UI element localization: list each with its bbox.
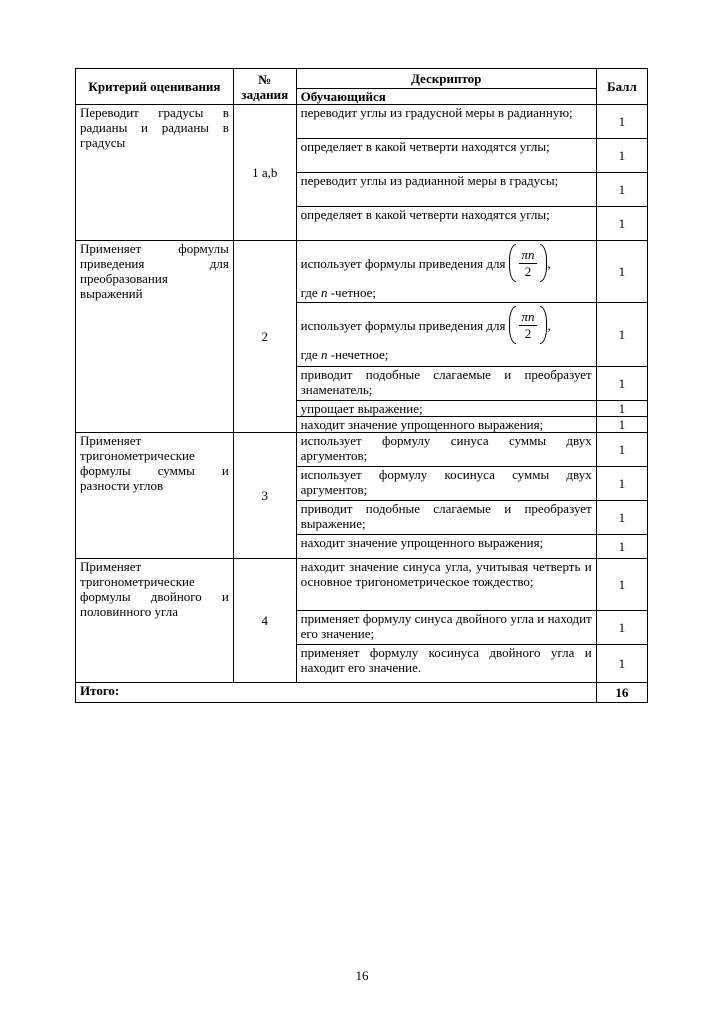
header-score: Балл	[596, 69, 647, 105]
descriptor-cell: приводит подобные слагаемые и преобразует знаменатель;	[296, 367, 596, 401]
right-paren-icon	[540, 306, 547, 344]
score-cell: 1	[596, 367, 647, 401]
descriptor-cell: находит значение синуса угла, учитывая четверть и основное тригонометрическое тождество;	[296, 559, 596, 611]
criterion-cell: Применяет формулы приведения для преобразования выражений	[76, 241, 234, 433]
score-cell: 1	[596, 417, 647, 433]
header-task-word: задания	[241, 86, 289, 102]
descriptor-cell: использует формулу косинуса суммы двух аргументов;	[296, 467, 596, 501]
score-cell: 1	[596, 241, 647, 303]
header-descriptor: Дескриптор	[296, 69, 596, 89]
score-cell: 1	[596, 433, 647, 467]
score-cell: 1	[596, 303, 647, 367]
descriptor-cell: переводит углы из радианной меры в градусы;	[296, 173, 596, 207]
fraction-numerator: πn	[521, 246, 535, 262]
header-pupil: Обучающийся	[296, 89, 596, 105]
descriptor-cell: находит значение упрощенного выражения;	[296, 417, 596, 433]
page-number: 16	[355, 968, 369, 983]
header-task-number	[233, 69, 296, 105]
task-number-cell: 4	[233, 559, 296, 683]
fraction-numerator: πn	[521, 308, 535, 324]
score-cell: 1	[596, 207, 647, 241]
total-label: Итого:	[76, 683, 597, 703]
score-cell: 1	[596, 611, 647, 645]
descriptor-cell: применяет формулу косинуса двойного угла и находит его значение.	[296, 645, 596, 683]
score-cell: 1	[596, 467, 647, 501]
task-number-cell: 3	[233, 433, 296, 559]
total-score: 16	[596, 683, 647, 703]
rubric-table	[75, 68, 648, 703]
score-cell: 1	[596, 645, 647, 683]
criterion-cell: Переводит градусы в радианы и радианы в градусы	[76, 105, 234, 241]
formula-prefix: использует формулы приведения для	[300, 255, 506, 271]
right-paren-icon	[540, 244, 547, 282]
formula-prefix: использует формулы приведения для	[300, 317, 506, 333]
descriptor-cell: применяет формулу синуса двойного угла и находит его значение;	[296, 611, 596, 645]
score-cell: 1	[596, 559, 647, 611]
left-paren-icon	[509, 306, 516, 344]
task-number-cell: 1 a,b	[233, 105, 296, 241]
score-cell: 1	[596, 401, 647, 417]
header-criterion: Критерий оценивания	[76, 69, 234, 105]
fraction-denominator: 2	[524, 263, 532, 279]
fraction-pi-n-over-2	[509, 244, 546, 282]
score-cell: 1	[596, 535, 647, 559]
criterion-cell: Применяет тригонометрические формулы двойного и половинного угла	[76, 559, 234, 683]
header-task-symbol: №	[258, 71, 272, 87]
descriptor-cell: определяет в какой четверти находятся углы;	[296, 207, 596, 241]
formula-condition: где n -нечетное;	[300, 347, 389, 362]
fraction-denominator: 2	[524, 325, 532, 341]
task-number-cell: 2	[233, 241, 296, 433]
score-cell: 1	[596, 501, 647, 535]
descriptor-cell: определяет в какой четверти находятся углы;	[296, 139, 596, 173]
left-paren-icon	[509, 244, 516, 282]
fraction-pi-n-over-2	[509, 306, 546, 344]
score-cell: 1	[596, 173, 647, 207]
descriptor-cell: переводит углы из градусной меры в радианную;	[296, 105, 596, 139]
descriptor-cell: упрощает выражение;	[296, 401, 596, 417]
formula-line: использует формулы приведения для $\frac{\pi n}{2}$ ,	[301, 241, 592, 285]
criterion-cell: Применяет тригонометрические формулы суммы и разности углов	[76, 433, 234, 559]
descriptor-cell: использует формулу синуса суммы двух аргументов;	[296, 433, 596, 467]
descriptor-cell: находит значение упрощенного выражения;	[296, 535, 596, 559]
formula-line: использует формулы приведения для $\frac{\pi n}{2}$ ,	[301, 303, 592, 347]
descriptor-cell-formula	[296, 303, 596, 367]
formula-condition: где n -четное;	[300, 285, 377, 300]
descriptor-cell: приводит подобные слагаемые и преобразует выражение;	[296, 501, 596, 535]
score-cell: 1	[596, 105, 647, 139]
descriptor-cell-formula	[296, 241, 596, 303]
score-cell: 1	[596, 139, 647, 173]
